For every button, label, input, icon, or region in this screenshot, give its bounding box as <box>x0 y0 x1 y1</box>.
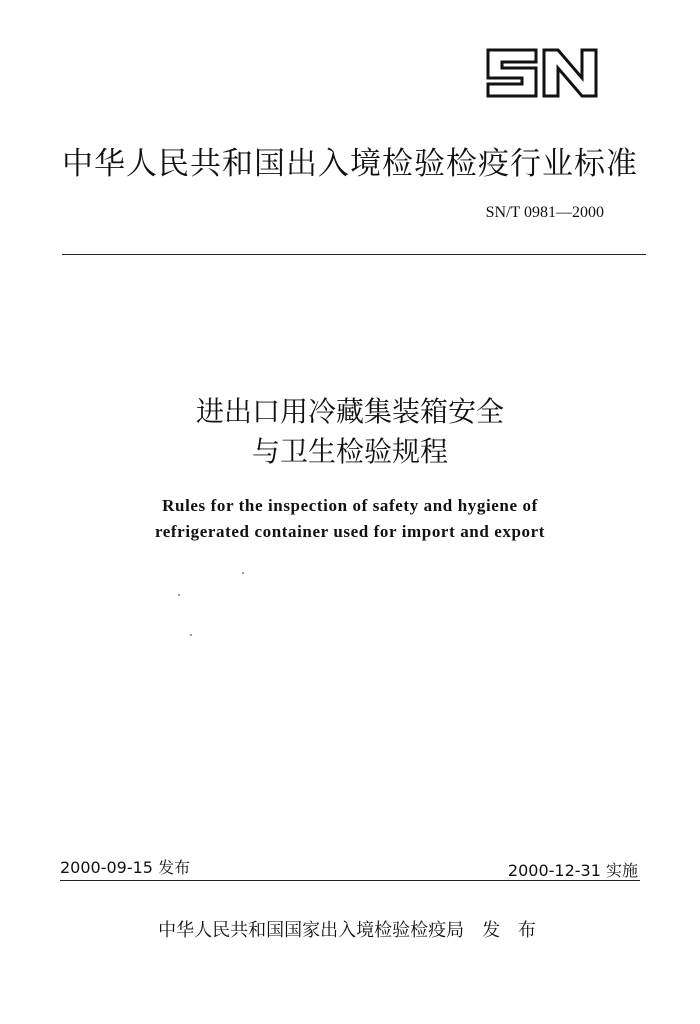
implementation-date: 2000-12-31 实施 <box>507 861 638 880</box>
scan-speck <box>190 634 192 636</box>
scan-speck <box>178 594 180 596</box>
publisher-line <box>0 916 700 942</box>
document-title-en-line1: Rules for the inspection of safety and hygiene of <box>162 496 538 515</box>
footer-divider <box>60 880 640 881</box>
industry-standard-title: 中华人民共和国出入境检验检疫行业标准 <box>62 146 638 182</box>
document-title-cn-line1: 进出口用冷藏集装箱安全 <box>195 395 504 428</box>
document-title-cn-line2: 与卫生检验规程 <box>251 435 448 468</box>
standard-number: SN/T 0981—2000 <box>485 204 604 221</box>
publisher-name: 中华人民共和国国家出入境检验检疫局 <box>158 920 465 941</box>
sn-logo-graphic <box>484 44 600 102</box>
document-title-en-line2: refrigerated container used for import and export <box>154 522 546 541</box>
header-divider <box>62 254 646 255</box>
publisher-action: 发 布 <box>482 920 542 941</box>
issue-date: 2000-09-15 发布 <box>60 858 191 877</box>
scan-speck <box>242 572 244 574</box>
sn-logo <box>484 44 600 102</box>
